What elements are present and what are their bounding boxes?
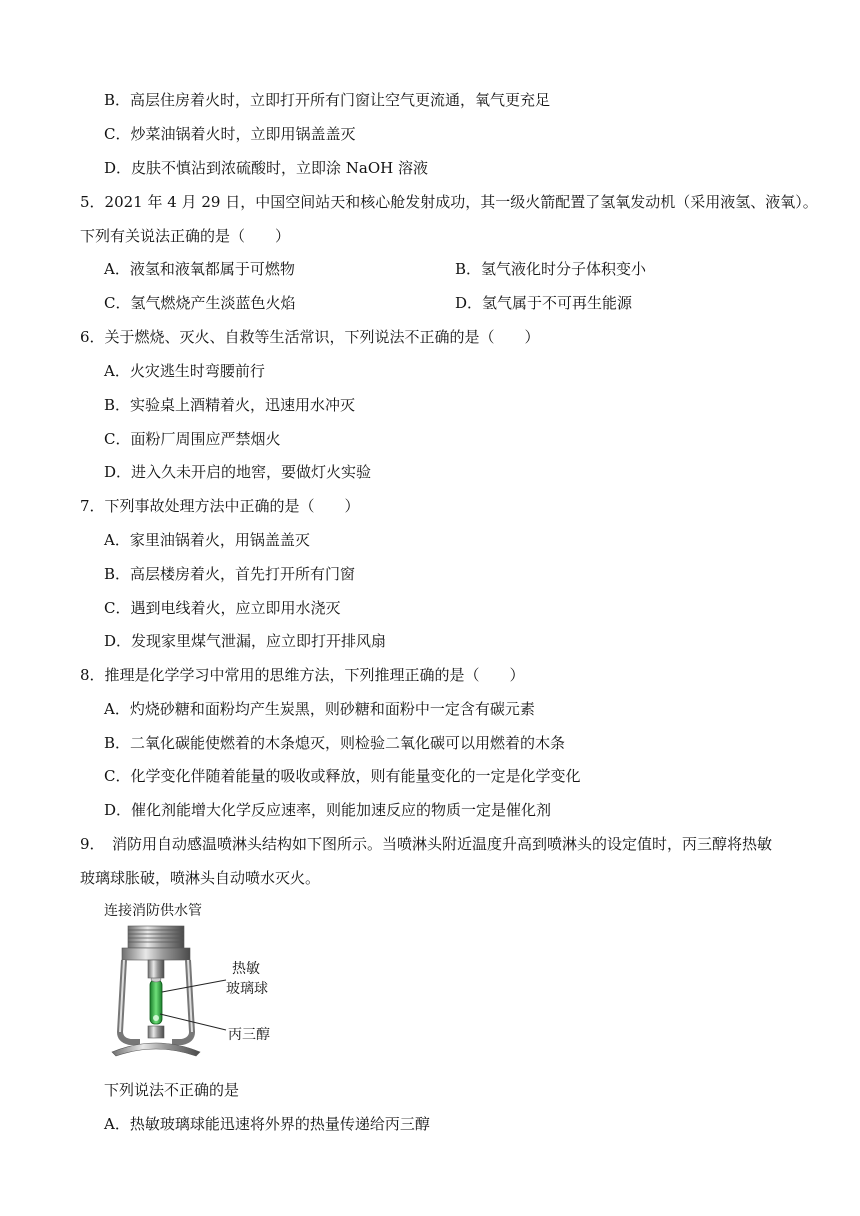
q5-option-c: C．氢气燃烧产生淡蓝色火焰 [104,294,296,312]
q7-option-a: A．家里油锅着火，用锅盖盖灭 [104,531,310,549]
q8-option-b: B．二氧化碳能使燃着的木条熄灭，则检验二氧化碳可以用燃着的木条 [104,734,566,752]
threaded-connector [122,926,190,960]
q7-stem: 7．下列事故处理方法中正确的是（ ） [80,497,360,515]
q5-stem-line1: 5．2021 年 4 月 29 日，中国空间站天和核心舱发射成功，其一级火箭配置了氢氧发动机（采用液氢、液氧）。 [80,193,818,211]
q9-option-a: A．热敏玻璃球能迅速将外界的热量传递给丙三醇 [104,1115,430,1133]
q6-option-a: A．火灾逃生时弯腰前行 [104,362,265,380]
q8-stem: 8．推理是化学学习中常用的思维方法，下列推理正确的是（ ） [80,666,525,684]
q9-figure-label-top: 连接消防供水管 [104,903,202,919]
bulb-leader-line [162,980,226,992]
q8-option-c: C．化学变化伴随着能量的吸收或释放，则有能量变化的一定是化学变化 [104,767,581,785]
prev-question-option-d: D．皮肤不慎沾到浓硫酸时，立即涂 NaOH 溶液 [104,159,429,177]
q9-figure-label-liquid: 丙三醇 [228,1027,270,1043]
q7-option-c: C．遇到电线着火，应立即用水浇灭 [104,599,341,617]
q7-option-b: B．高层楼房着火，首先打开所有门窗 [104,565,356,583]
prev-question-option-c: C．炒菜油锅着火时，立即用锅盖盖灭 [104,125,356,143]
q9-stem-line2: 玻璃球胀破，喷淋头自动喷水灭火。 [80,869,321,887]
prev-question-option-b: B．高层住房着火时，立即打开所有门窗让空气更流通，氧气更充足 [104,91,551,109]
q6-option-b: B．实验桌上酒精着火，迅速用水冲灭 [104,396,356,414]
q9-sub-stem: 下列说法不正确的是 [104,1081,240,1099]
q7-option-d: D．发现家里煤气泄漏，应立即打开排风扇 [104,632,387,650]
q5-stem-line2: 下列有关说法正确的是（ ） [80,227,291,245]
q9-figure-label-bulb-2: 玻璃球 [226,981,268,997]
q6-stem: 6．关于燃烧、灭火、自救等生活常识，下列说法不正确的是（ ） [80,328,540,346]
glass-bulb [150,976,162,1024]
q8-option-d: D．催化剂能增大化学反应速率，则能加速反应的物质一定是催化剂 [104,801,552,819]
q8-option-a: A．灼烧砂糖和面粉均产生炭黑，则砂糖和面粉中一定含有碳元素 [104,700,535,718]
q9-figure-label-bulb-1: 热敏 [232,961,260,977]
q6-option-d: D．进入久未开启的地窖，要做灯火实验 [104,463,372,481]
q6-option-c: C．面粉厂周围应严禁烟火 [104,430,281,448]
q5-option-a: A．液氢和液氧都属于可燃物 [104,260,295,278]
q5-option-b: B．氢气液化时分子体积变小 [455,260,647,278]
q5-option-d: D．氢气属于不可再生能源 [455,294,633,312]
q9-stem-line1: 9． 消防用自动感温喷淋头结构如下图所示。当喷淋头附近温度升高到喷淋头的设定值时，丙三醇将热敏 [80,835,773,853]
